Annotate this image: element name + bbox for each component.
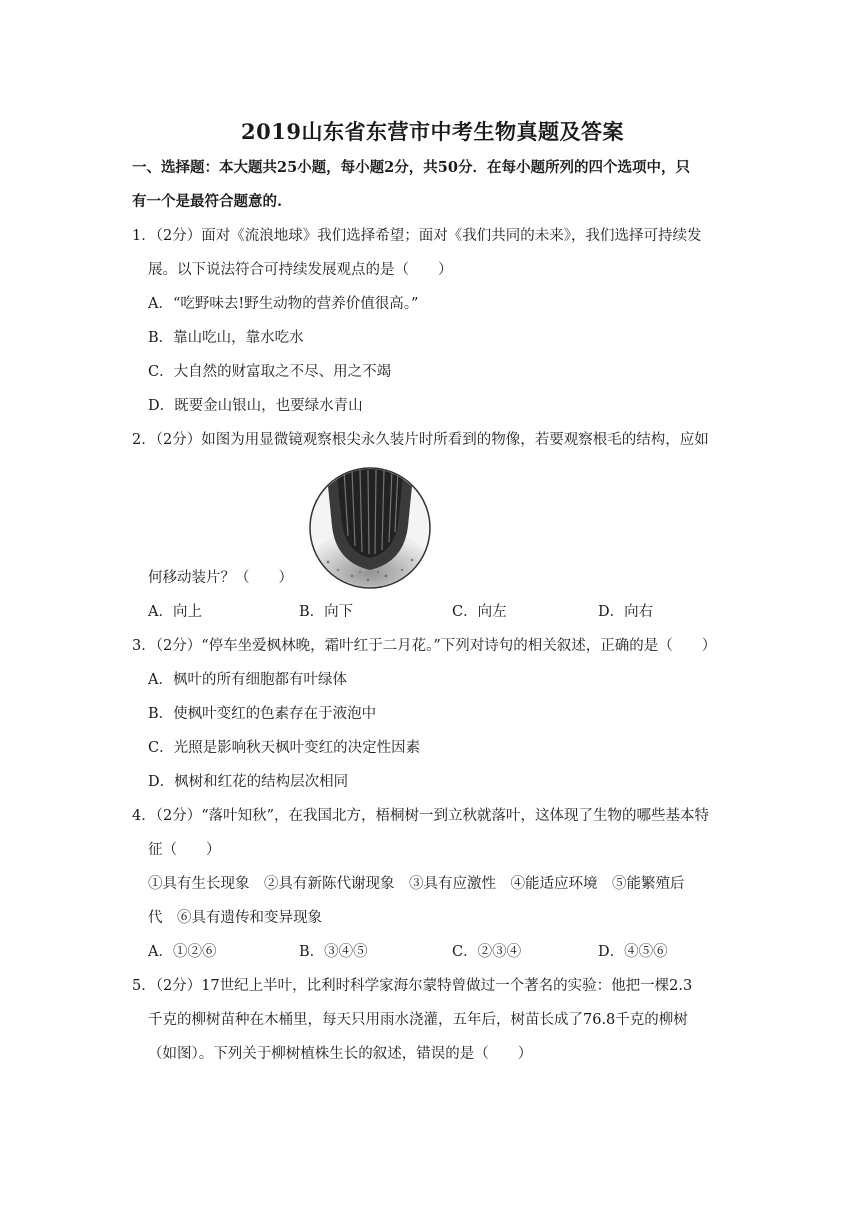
question-3-option-c: C．光照是影响秋天枫叶变红的决定性因素 (148, 740, 421, 756)
question-1-option-c: C．大自然的财富取之不尽、用之不竭 (148, 364, 392, 380)
question-5-stem-line-3: （如图）。下列关于柳树植株生长的叙述，错误的是（ ） (148, 1046, 533, 1062)
question-3-option-d: D．枫树和红花的结构层次相同 (148, 774, 349, 790)
question-4-option-c: C．②③④ (452, 944, 522, 960)
question-5-stem-line-2: 千克的柳树苗种在木桶里，每天只用雨水浇灌，五年后，树苗长成了76.8千克的柳树 (148, 1012, 688, 1028)
section-heading-line-1: 一、选择题：本大题共25小题，每小题2分，共50分．在每小题所列的四个选项中，只 (132, 159, 690, 176)
question-4-option-a: A．①②⑥ (148, 944, 217, 960)
question-2-option-a: A．向上 (148, 604, 202, 620)
question-4-stem-line-1: 4．（2分）“落叶知秋”，在我国北方，梧桐树一到立秋就落叶，这体现了生物的哪些基本特 (132, 808, 710, 824)
question-4-option-d: D．④⑤⑥ (598, 944, 668, 960)
question-2-option-b: B．向下 (299, 604, 354, 620)
question-4-statements-line-2: 代 ⑥具有遗传和变异现象 (148, 910, 322, 926)
question-2-stem-line-2: 何移动装片？（ ） (148, 570, 293, 586)
microscope-root-tip-image (308, 466, 432, 590)
question-5-stem-line-1: 5．（2分）17世纪上半叶，比利时科学家海尔蒙特曾做过一个著名的实验：他把一棵2.3 (132, 978, 693, 994)
question-4-stem-line-2: 征（ ） (148, 842, 221, 858)
question-2-option-d: D．向右 (598, 604, 654, 620)
question-2-option-c: C．向左 (452, 604, 507, 620)
question-1-stem-line-1: 1．（2分）面对《流浪地球》我们选择希望；面对《我们共同的未来》，我们选择可持续发 (132, 228, 702, 244)
question-1-option-b: B．靠山吃山，靠水吃水 (148, 330, 304, 346)
section-heading-line-2: 有一个是最符合题意的. (132, 193, 283, 210)
question-4-option-b: B．③④⑤ (299, 944, 368, 960)
question-3-stem-line-1: 3．（2分）“停车坐爱枫林晚，霜叶红于二月花。”下列对诗句的相关叙述，正确的是（ ） (132, 638, 717, 654)
page-title: 2019山东省东营市中考生物真题及答案 (241, 119, 624, 144)
question-1-option-d: D．既要金山银山，也要绿水青山 (148, 398, 363, 414)
question-3-option-a: A．枫叶的所有细胞都有叶绿体 (148, 672, 347, 688)
question-1-option-a: A．“吃野味去!野生动物的营养价值很高。” (148, 296, 419, 312)
question-2-stem-line-1: 2．（2分）如图为用显微镜观察根尖永久装片时所看到的物像，若要观察根毛的结构，应如 (132, 432, 709, 448)
question-3-option-b: B．使枫叶变红的色素存在于液泡中 (148, 706, 377, 722)
question-1-stem-line-2: 展。以下说法符合可持续发展观点的是（ ） (148, 262, 453, 278)
question-4-statements-line-1: ①具有生长现象 ②具有新陈代谢现象 ③具有应激性 ④能适应环境 ⑤能繁殖后 (148, 876, 685, 892)
